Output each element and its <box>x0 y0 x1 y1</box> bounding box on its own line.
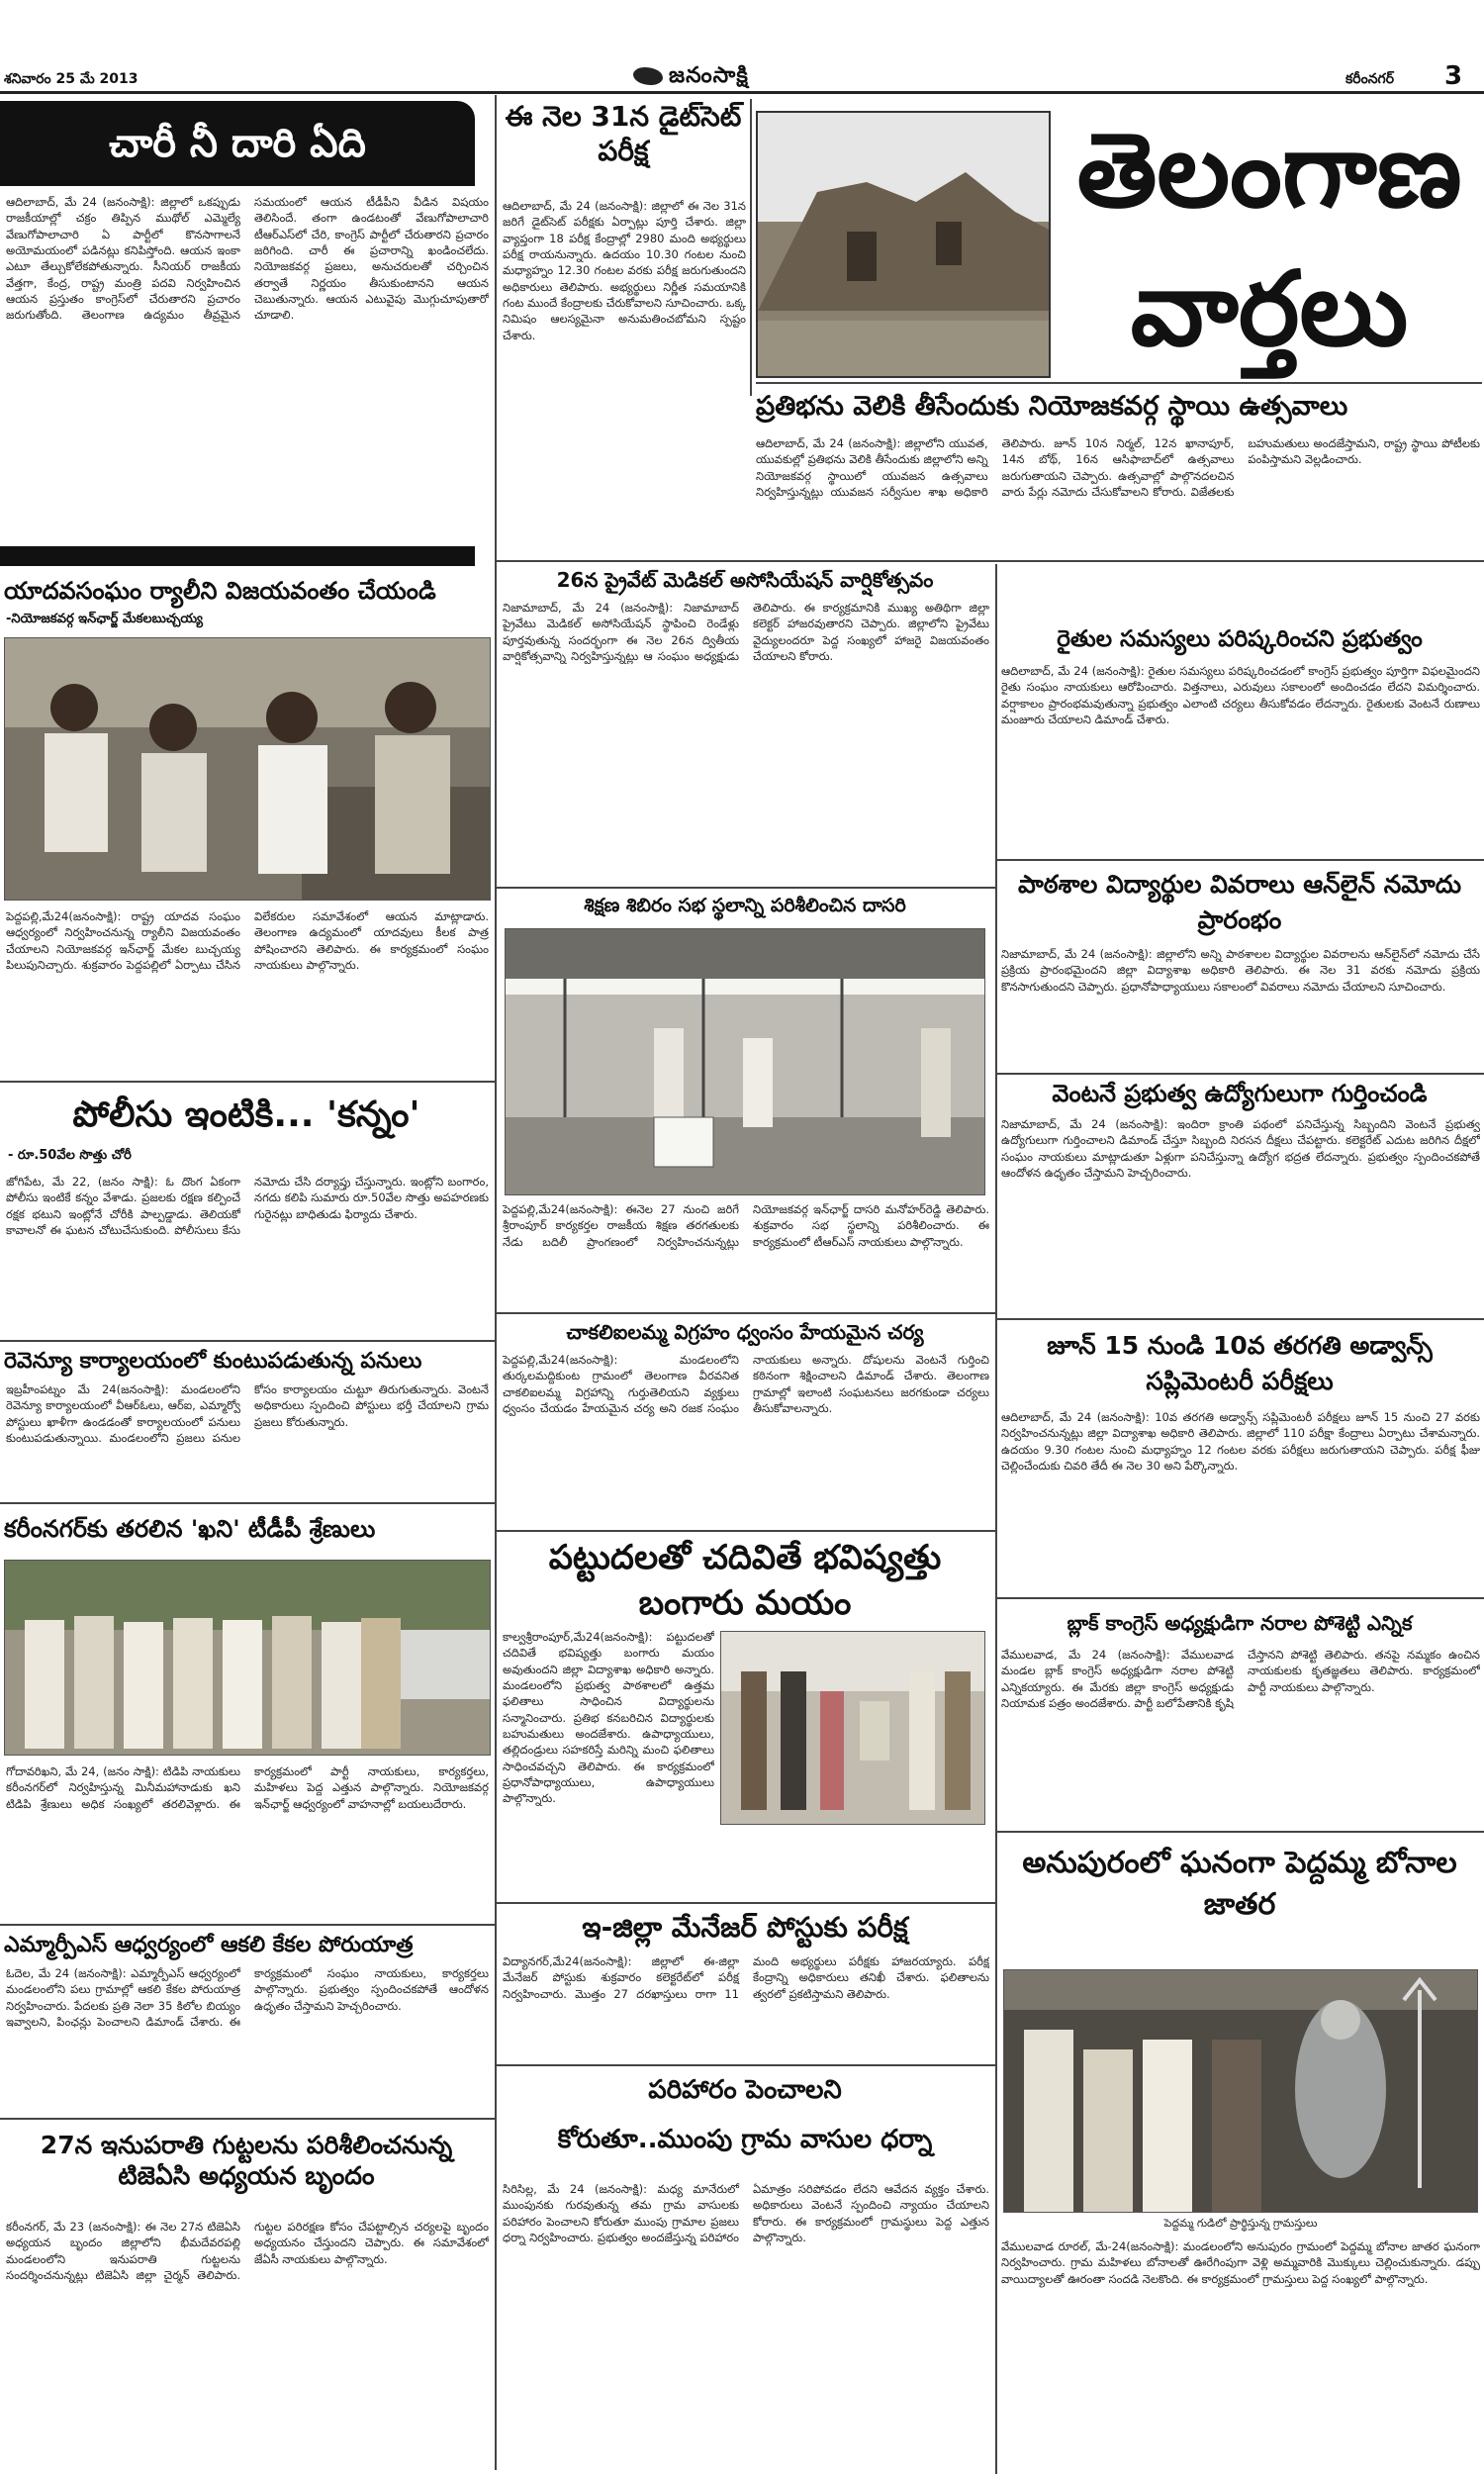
article-talent-festivals-body: ఆదిలాబాద్‌, మే 24 (జనంసాక్షి): జిల్లాలోని యువత, యువకుల్లో ప్రతిభను వెలికి తీసేందుకు జిల్లాలోని అన్ని నియోజకవర్గ స్థాయిలో యువజన ఉత్సవాలు నిర్వహిస్తున్నట్లు యువజన సర్వీసుల శాఖ అధికారి తెలిపారు. జూన్‌ 10న నిర్మల్‌, 12న ఖానాపూర్‌, 14న బోథ్‌, 16న ఆసిఫాబాద్‌లో ఉత్సవాలు జరుగుతాయని చెప్పారు. ఉత్సవాల్లో పాల్గొనదలచిన వారు పేర్లు నమోదు చేసుకోవాలని కోరారు. విజేతలకు బహుమతులు అందజేస్తామని, రాష్ట్ర స్థాయి పోటీలకు పంపిస్తామని వెల్లడించారు. <box>756 436 1480 499</box>
article-study-future-body-cont <box>720 1831 987 1898</box>
section-name: కరీంనగర్ <box>1345 71 1394 87</box>
headline-online-registration: పాఠశాల విద్యార్థుల వివరాలు ఆన్‌లైన్‌ నమోదు ప్రారంభం <box>1017 870 1462 935</box>
headline-block-congress: బ్లాక్‌ కాంగ్రెస్‌ అధ్యక్షుడిగా నరాల పోశెట్టి ఎన్నిక <box>1067 1611 1413 1635</box>
section-bar <box>0 546 475 566</box>
headline-tdp-cadres: కరీంనగర్‌కు తరలిన 'ఖని' టీడీపీ శ్రేణులు <box>4 1515 376 1543</box>
masthead-title: జనంసాక్షి <box>669 63 749 88</box>
article-mrps-yatra-body: ఓదెల, మే 24 (జనంసాక్షి): ఎమ్మార్పీఎస్‌ ఆధ్వర్యంలో మండలంలోని పలు గ్రామాల్లో ఆకలి కేకల పోరుయాత్ర నిర్వహించారు. పేదలకు ప్రతి నెలా 35 కిలోల బియ్యం ఇవ్వాలని, పింఛన్లు పెంచాలని డిమాండ్‌ చేశారు. ఈ కార్యక్రమంలో సంఘం నాయకులు, కార్యకర్తలు పాల్గొన్నారు. ప్రభుత్వం స్పందించకపోతే ఆందోళన ఉధృతం చేస్తామని హెచ్చరించారు. <box>6 1966 489 2029</box>
headline-revenue-office: రెవెన్యూ కార్యాలయంలో కుంటుపడుతున్న పనులు <box>4 1349 422 1374</box>
photo-student-felicitation-image <box>721 1632 985 1825</box>
photo-training-camp <box>505 928 985 1195</box>
headline-compensation-line1: పరిహారం పెంచాలని <box>648 2075 842 2105</box>
article-tjac-study-body: కరీంనగర్‌, మే 23 (జనంసాక్షి): ఈ నెల 27న టిజెఏసి అధ్యయన బృందం జిల్లాలోని భీమదేవరపల్లి మండలంలోని ఇనుపరాతి గుట్టలను సందర్శించనున్నట్లు టిజెఏసి జిల్లా చైర్మన్‌ తెలిపారు. గుట్టల పరిరక్షణ కోసం చేపట్టాల్సిన చర్యలపై బృందం అధ్యయనం చేస్తుందని చెప్పారు. ఈ సమావేశంలో జేఏసీ నాయకులు పాల్గొన్నారు. <box>6 2220 489 2282</box>
headline-training-camp: శిక్షణ శిబిరం సభ స్థలాన్ని పరిశీలించిన దాసరి <box>584 895 906 916</box>
headline-supplementary-exams: జూన్‌ 15 నుండి 10వ తరగతి అడ్వాన్స్‌ సప్లిమెంటరీ పరీక్షలు <box>1047 1331 1433 1396</box>
article-divider <box>495 1530 995 1532</box>
article-divider <box>495 887 995 889</box>
article-supplementary-exams-body: ఆదిలాబాద్‌, మే 24 (జనంసాక్షి): 10వ తరగతి అడ్వాన్స్‌ సప్లిమెంటరీ పరీక్షలు జూన్‌ 15 నుంచి 27 వరకు నిర్వహించనున్నట్లు జిల్లా విద్యాశాఖ అధికారి తెలిపారు. జిల్లాలో 110 పరీక్షా కేంద్రాలు ఏర్పాటు చేశామన్నారు. ఉదయం 9.30 గంటల నుంచి మధ్యాహ్నం 12 గంటల వరకు పరీక్షలు జరుగుతాయని చెప్పారు. పరీక్ష ఫీజు చెల్లించేందుకు చివరి తేదీ ఈ నెల 30 అని పేర్కొన్నారు. <box>1001 1410 1480 1473</box>
photo-yadava-meeting-image <box>5 638 491 901</box>
headline-farmers-issues: రైతుల సమస్యలు పరిష్కరించని ప్రభుత్వం <box>1057 626 1423 652</box>
headline-mrps-yatra: ఎమ్మార్పీఎస్‌ ఆధ్వర్యంలో ఆకలి కేకల పోరుయాత్ర <box>4 1933 414 1957</box>
logo-icon <box>633 67 663 85</box>
article-medical-association-body: నిజామాబాద్‌, మే 24 (జనంసాక్షి): నిజామాబాద్‌ ప్రైవేటు మెడికల్‌ అసోసియేషన్‌ స్థాపించి రెండేళ్లు పూర్తవుతున్న సందర్భంగా ఈ నెల 26న ద్వితీయ వార్షికోత్సవాన్ని నిర్వహిస్తున్నట్లు ఆ సంఘం అధ్యక్షుడు తెలిపారు. ఈ కార్యక్రమానికి ముఖ్య అతిథిగా జిల్లా కలెక్టర్‌ హాజరవుతారని చెప్పారు. జిల్లాలోని ప్రైవేటు వైద్యులందరూ పెద్ద సంఖ్యలో హాజరై విజయవంతం చేయాలని కోరారు. <box>503 601 989 663</box>
article-divider <box>495 1312 995 1314</box>
article-divider <box>495 1902 995 1904</box>
photo-peddamma-caption: పెద్దమ్మ గుడిలో ప్రార్థిస్తున్న గ్రామస్తులు <box>1163 2217 1318 2230</box>
page-number: 3 <box>1444 61 1463 91</box>
article-divider <box>995 859 1484 861</box>
headline-bonalu-jatara: అనుపురంలో ఘనంగా పెద్దమ్మ బోనాల జాతర <box>1022 1846 1457 1922</box>
headline-govt-employees: వెంటనే ప్రభుత్వ ఉద్యోగులుగా గుర్తించండి <box>1052 1080 1428 1107</box>
article-ailamma-statue-body: పెద్దపల్లి,మే24(జనంసాక్షి): మండలంలోని తుర్కలమద్దికుంట గ్రామంలో తెలంగాణ వీరవనిత చాకలిఐలమ్మ విగ్రహాన్ని గుర్తుతెలియని వ్యక్తులు ధ్వంసం చేయడం హేయమైన చర్య అని రజక సంఘం నాయకులు అన్నారు. దోషులను వెంటనే గుర్తించి కఠినంగా శిక్షించాలని డిమాండ్‌ చేశారు. తెలంగాణ గ్రామాల్లో ఇలాంటి సంఘటనలు జరగకుండా చర్యలు తీసుకోవాలన్నారు. <box>503 1353 989 1415</box>
article-divider <box>495 2064 995 2066</box>
headline-medical-association: 26న ప్రైవేట్‌ మెడికల్‌ అసోసియేషన్‌ వార్షికోత్సవం <box>556 568 934 592</box>
article-chari-body: ఆదిలాబాద్‌, మే 24 (జనంసాక్షి): జిల్లాలో ఒకప్పుడు రాజకీయాల్లో చక్రం తిప్పిన ముథోల్‌ ఎమ్మెల్యే వేణుగోపాలాచారి ఏ పార్టీలో కొనసాగాలనే అయోమయంలో పడినట్లు కనిపిస్తోంది. ఆయన ఇంకా ఎటూ తేల్చుకోలేకపోతున్నారు. సీనియర్‌ రాజకీయ వేత్తగా, కేంద్ర, రాష్ట్ర మంత్రి పదవి నిర్వహించిన ఆయన ప్రస్తుతం కాంగ్రెస్‌లో చేరుతారని ప్రచారం జరుగుతోంది. తెలంగాణ ఉద్యమం తీవ్రమైన సమయంలో ఆయన టీడీపీని వీడిన విషయం తెలిసిందే. తంగా ఉండటంతో వేణుగోపాలాచారి టీఆర్‌ఎస్‌లో చేరి, కాంగ్రెస్‌ పార్టీలో చేరుతారని ప్రచారం జరిగింది. చారీ ఈ ప్రచారాన్ని ఖండించలేదు. నియోజకవర్గ ప్రజలు, అనుచరులతో చర్చించిన తర్వాతే నిర్ణయం తీసుకుంటానని ఆయన చెబుతున్నారు. ఆయన ఎటువైపు మొగ్గుచూపుతారో చూడాలి. <box>6 195 489 323</box>
article-divider <box>995 1597 1484 1599</box>
headline-chari: చారీ నీ దారి ఏది <box>0 101 475 186</box>
article-divider <box>0 1340 495 1342</box>
photo-peddamma-temple-image <box>1004 1970 1478 2213</box>
article-dietcet-body: ఆదిలాబాద్‌, మే 24 (జనంసాక్షి): జిల్లాలో ఈ నెల 31న జరిగే డైట్‌సెట్‌ పరీక్షకు ఏర్పాట్లు పూర్తి చేశారు. జిల్లా వ్యాప్తంగా 18 పరీక్ష కేంద్రాల్లో 2980 మంది అభ్యర్థులు పరీక్ష రాయనున్నారు. ఉదయం 10.30 గంటల నుంచి మధ్యాహ్నం 12.30 గంటల వరకు పరీక్ష జరుగుతుందని అధికారులు తెలిపారు. అభ్యర్థులు నిర్ణీత సమయానికి గంట ముందే కేంద్రాలకు చేరుకోవాలని సూచించారు. ఒక్క నిమిషం ఆలస్యమైనా అనుమతించబోమని స్పష్టం చేశారు. <box>503 199 746 342</box>
subhead-police-theft: - రూ.50వేల సొత్తు చోరీ <box>8 1148 132 1163</box>
article-divider <box>495 560 1484 562</box>
header-rule <box>0 91 1484 94</box>
photo-peddamma-temple <box>1003 1969 1478 2213</box>
subhead-yadava: -నియోజకవర్గ ఇన్‌ఛార్జ్‌ మేకలబుచ్చయ్య <box>6 612 203 626</box>
article-divider <box>0 1924 495 1926</box>
photo-yadava-meeting <box>4 637 491 901</box>
photo-tdp-group-image <box>5 1561 491 1756</box>
article-divider <box>0 1081 495 1083</box>
article-divider <box>995 1073 1484 1075</box>
column-divider <box>995 564 997 2474</box>
masthead <box>633 63 749 93</box>
photo-tdp-group <box>4 1560 491 1756</box>
headline-study-future: పట్టుదలతో చదివితే భవిష్యత్తు బంగారు మయం <box>548 1538 942 1623</box>
article-study-future-body: కాల్వశ్రీరాంపూర్‌,మే24(జనంసాక్షి): పట్టుదలతో చదివితే భవిష్యత్తు బంగారు మయం అవుతుందని జిల్లా విద్యాశాఖ అధికారి అన్నారు. మండలంలోని ప్రభుత్వ పాఠశాలలో ఉత్తమ ఫలితాలు సాధించిన విద్యార్థులను సన్మానించారు. ప్రతిభ కనబరిచిన విద్యార్థులకు బహుమతులు అందజేశారు. ఉపాధ్యాయులు, తల్లిదండ్రులు సహకరిస్తే మరిన్ని మంచి ఫలితాలు సాధించవచ్చని తెలిపారు. ఈ కార్యక్రమంలో ప్రధానోపాధ్యాయులు, ఉపాధ్యాయులు పాల్గొన్నారు. <box>503 1630 714 1806</box>
article-divider <box>0 1502 495 1504</box>
feature-title-line2: వార్తలు <box>1130 247 1409 369</box>
article-compensation-body: సిరిసిల్ల, మే 24 (జనంసాక్షి): మధ్య మానేరులో ముంపునకు గురవుతున్న తమ గ్రామ వాసులకు పరిహారం పెంచాలని కోరుతూ ముంపు గ్రామాల ప్రజలు ధర్నా నిర్వహించారు. ప్రభుత్వం అందజేస్తున్న పరిహారం ఏమాత్రం సరిపోవడం లేదని ఆవేదన వ్యక్తం చేశారు. అధికారులు వెంటనే స్పందించి న్యాయం చేయాలని కోరారు. ఈ కార్యక్రమంలో గ్రామస్థులు పెద్ద ఎత్తున పాల్గొన్నారు. <box>503 2182 989 2244</box>
article-divider <box>995 1831 1484 1833</box>
issue-date: శనివారం 25 మే 2013 <box>4 71 139 87</box>
article-online-registration-body: నిజామాబాద్‌, మే 24 (జనంసాక్షి): జిల్లాలోని అన్ని పాఠశాలల విద్యార్థుల వివరాలను ఆన్‌లైన్‌లో నమోదు చేసే ప్రక్రియ ప్రారంభమైందని జిల్లా విద్యాశాఖ అధికారి తెలిపారు. ఈ నెల 31 వరకు నమోదు ప్రక్రియ కొనసాగుతుందని చెప్పారు. ప్రధానోపాధ్యాయులు సకాలంలో వివరాలు నమోదు చేయాలని సూచించారు. <box>1001 947 1480 994</box>
headline-talent-festivals: ప్రతిభను వెలికి తీసేందుకు నియోజకవర్గ స్థాయి ఉత్సవాలు <box>756 391 1348 422</box>
article-divider <box>0 2118 495 2120</box>
photo-fort-image <box>758 113 1051 378</box>
article-tdp-cadres-body: గోదావరిఖని, మే 24, (జనం సాక్షి): టిడిపి నాయకులు కరీంనగర్‌లో నిర్వహిస్తున్న మినీమహానాడుకు ఖని టిడిపి శ్రేణులు అధిక సంఖ్యలో తరలివెళ్లారు. ఈ కార్యక్రమంలో పార్టీ నాయకులు, కార్యకర్తలు, మహిళలు పెద్ద ఎత్తున పాల్గొన్నారు. నియోజకవర్గ ఇన్‌ఛార్జ్‌ ఆధ్వర్యంలో వాహనాల్లో బయలుదేరారు. <box>6 1764 489 1811</box>
photo-training-camp-image <box>506 929 985 1195</box>
photo-student-felicitation <box>720 1631 985 1825</box>
headline-ailamma-statue: చాకలిఐలమ్మ విగ్రహం ధ్వంసం హేయమైన చర్య <box>566 1320 924 1344</box>
article-police-theft-body: జోగిపేట, మే 22, (జనం సాక్షి): ఓ దొంగ ఏకంగా పోలీసు ఇంటికే కన్నం వేశాడు. ప్రజలకు రక్షణ కల్పించే రక్షక భటుని ఇంట్లోనే చోరీకి పాల్పడ్డాడు. తెలియకో కావాలనో ఈ ఘటన చోటుచేసుకుంది. పోలీసులు కేసు నమోదు చేసి దర్యాప్తు చేస్తున్నారు. ఇంట్లోని బంగారం, నగదు కలిపి సుమారు రూ.50వేల సొత్తు అపహరణకు గురైనట్లు బాధితుడు ఫిర్యాదు చేశారు. <box>6 1175 489 1237</box>
column-divider <box>495 95 497 2470</box>
headline-dietcet: ఈ నెల 31న డైట్‌సెట్‌ పరీక్ష <box>505 100 742 167</box>
page-header <box>0 0 1484 95</box>
article-revenue-office-body: ఇబ్రహీంపట్నం మే 24(జనంసాక్షి): మండలంలోని రెవెన్యూ కార్యాలయంలో వీఆర్‌ఓలు, ఆర్‌ఐ, ఎమ్మార్వో పోస్టులు ఖాళీగా ఉండడంతో కార్యాలయంలో పనులు కుంటుపడుతున్నాయి. మండలంలోని ప్రజలు పనుల కోసం కార్యాలయం చుట్టూ తిరుగుతున్నారు. వెంటనే అధికారులు స్పందించి పోస్టులు భర్తీ చేయాలని గ్రామ ప్రజలు కోరుతున్నారు. <box>6 1382 489 1445</box>
article-govt-employees-body: నిజామాబాద్‌, మే 24 (జనంసాక్షి): ఇందిరా క్రాంతి పథంలో పనిచేస్తున్న సిబ్బందిని వెంటనే ప్రభుత్వ ఉద్యోగులుగా గుర్తించాలని డిమాండ్‌ చేస్తూ సిబ్బంది నిరసన దీక్షలు చేపట్టారు. కలెక్టరేట్‌ ఎదుట జరిగిన దీక్షలో సంఘం నాయకులు మాట్లాడుతూ ఏళ్లుగా పనిచేస్తున్నా ఉద్యోగ భద్రత లేదన్నారు. ప్రభుత్వం స్పందించకపోతే ఆందోళన ఉధృతం చేస్తామని హెచ్చరించారు. <box>1001 1117 1480 1180</box>
headline-police-theft: పోలీసు ఇంటికి... 'కన్నం' <box>72 1094 420 1135</box>
feature-title-line1: తెలంగాణ <box>1076 109 1462 231</box>
column-divider <box>750 99 752 396</box>
article-block-congress-body: వేములవాడ, మే 24 (జనంసాక్షి): వేములవాడ మండల బ్లాక్‌ కాంగ్రెస్‌ అధ్యక్షుడిగా నరాల పోశెట్టి ఎన్నికయ్యారు. ఈ మేరకు జిల్లా కాంగ్రెస్‌ అధ్యక్షుడు నియామక పత్రం అందజేశారు. పార్టీ బలోపేతానికి కృషి చేస్తానని పోశెట్టి తెలిపారు. తనపై నమ్మకం ఉంచిన నాయకులకు కృతజ్ఞతలు తెలిపారు. కార్యక్రమంలో పార్టీ నాయకులు పాల్గొన్నారు. <box>1001 1648 1480 1710</box>
headline-e-district: ఇ-జిల్లా మేనేజర్‌ పోస్టుకు పరీక్ష <box>582 1911 908 1944</box>
article-e-district-body: విద్యానగర్‌,మే24(జనంసాక్షి): జిల్లాలో ఈ-జిల్లా మేనేజర్‌ పోస్టుకు శుక్రవారం కలెక్టరేట్‌లో పరీక్ష నిర్వహించారు. మొత్తం 27 దరఖాస్తులు రాగా 11 మంది అభ్యర్థులు పరీక్షకు హాజరయ్యారు. పరీక్ష కేంద్రాన్ని అధికారులు తనిఖీ చేశారు. ఫలితాలను త్వరలో ప్రకటిస్తామని తెలిపారు. <box>503 1954 989 2001</box>
photo-fort <box>756 111 1051 378</box>
article-divider <box>756 382 1482 384</box>
headline-yadava: యాదవసంఘం ర్యాలీని విజయవంతం చేయండి <box>4 577 436 605</box>
article-training-camp-body: పెద్దపల్లి,మే24(జనంసాక్షి): ఈనెల 27 నుంచి జరిగే శ్రీరాంపూర్‌ కార్యకర్తల రాజకీయ శిక్షణ తరగతులకు నేడు బదిలీ ప్రాంగణంలో నిర్వహించనున్నట్లు నియోజకవర్గ ఇన్‌ఛార్జ్‌ దాసరి మనోహర్‌రెడ్డి తెలిపారు. శుక్రవారం సభ స్థలాన్ని పరిశీలించారు. ఈ కార్యక్రమంలో టీఆర్‌ఎస్‌ నాయకులు పాల్గొన్నారు. <box>503 1202 989 1249</box>
article-farmers-issues-body: ఆదిలాబాద్‌, మే 24 (జనంసాక్షి): రైతుల సమస్యలు పరిష్కరించడంలో కాంగ్రెస్‌ ప్రభుత్వం పూర్తిగా విఫలమైందని రైతు సంఘం నాయకులు ఆరోపించారు. విత్తనాలు, ఎరువులు సకాలంలో అందించడం లేదని విమర్శించారు. వర్షాకాలం ప్రారంభమవుతున్నా ప్రభుత్వం ఎలాంటి చర్యలు తీసుకోవడం లేదన్నారు. రైతులకు వెంటనే రుణాలు మంజూరు చేయాలని డిమాండ్‌ చేశారు. <box>1001 664 1480 726</box>
headline-tjac-study: 27న ఇనుపరాతి గుట్టలను పరిశీలించనున్న టిజెఏసి అధ్యయన బృందం <box>40 2131 453 2191</box>
article-divider <box>995 1318 1484 1320</box>
headline-compensation-line2: కోరుతూ..ముంపు గ్రామ వాసుల ధర్నా <box>557 2125 933 2154</box>
article-yadava-body: పెద్దపల్లి,మే24(జనంసాక్షి): రాష్ట్ర యాదవ సంఘం ఆధ్వర్యంలో నిర్వహించనున్న ర్యాలీని విజయవంతం చేయాలని నియోజకవర్గ ఇన్‌ఛార్జ్‌ మేకల బుచ్చయ్య పిలుపునిచ్చారు. శుక్రవారం పెద్దపల్లిలో ఏర్పాటు చేసిన విలేకరుల సమావేశంలో ఆయన మాట్లాడారు. తెలంగాణ ఉద్యమంలో యాదవులు కీలక పాత్ర పోషించారని తెలిపారు. ఈ కార్యక్రమంలో సంఘం నాయకులు పాల్గొన్నారు. <box>6 909 489 972</box>
article-bonalu-jatara-body: వేములవాడ రూరల్‌, మే-24(జనంసాక్షి): మండలంలోని అనుపురం గ్రామంలో పెద్దమ్మ బోనాల జాతర ఘనంగా నిర్వహించారు. గ్రామ మహిళలు బోనాలతో ఊరేగింపుగా వెళ్లి అమ్మవారికి మొక్కులు చెల్లించుకున్నారు. డప్పు వాయిద్యాలతో ఊరంతా సందడి నెలకొంది. ఈ కార్యక్రమంలో గ్రామస్తులు పెద్ద సంఖ్యలో పాల్గొన్నారు. <box>1001 2239 1480 2286</box>
